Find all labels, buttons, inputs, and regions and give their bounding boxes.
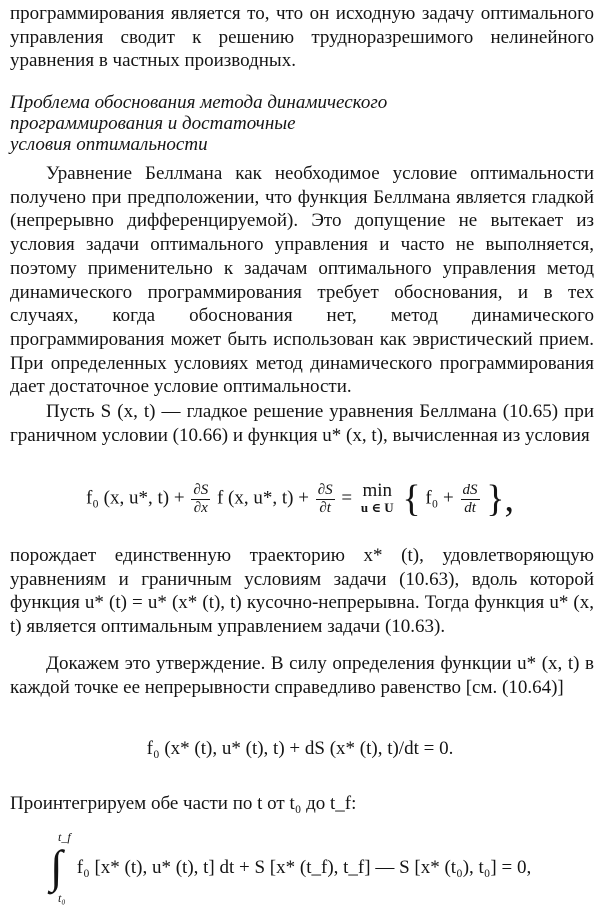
equation-optimality-condition [0, 477, 600, 521]
eq1-min-operator: min u ∈ U [360, 480, 394, 515]
integrate-paragraph: Проинтегрируем обе части по t от t₀ до t_f: [10, 793, 357, 814]
eq1-equals: = [341, 487, 357, 509]
eq1-f0: f₀ + [425, 487, 459, 509]
bellman-paragraph: Уравнение Беллмана как необходимое условие оптимальности получено при предположении, что функция Беллмана является гладкой (непрерывно дифференцируемой). Это допущение не вытекает из условия задачи оптимального управления и часто не выполняется, поэтому применительно к задачам оптимального управления метод динамического программирования требует обоснования, и в тех случаях, когда обоснования нет, метод динамического программирования может быть использован как эвристический прием. При определенных условиях метод динамического программирования дает достаточное условие оптимальности. [10, 163, 594, 398]
heading-line-1: Проблема обоснования метода динамического [10, 92, 388, 113]
eq1-lhs: f₀ (x, u*, t) + [85, 487, 190, 509]
prove-paragraph: Докажем это утверждение. В силу определения функции u* (x, t) в каждой точке ее непрерывности справедливо равенство [см. (10.64)] [10, 653, 594, 698]
equation-bellman-along-trajectory: f₀ (x* (t), u* (t), t) + dS (x* (t), t)/dt = 0. [146, 738, 454, 759]
eq1-partial-s-dx: $\frac{\partial S}{\partial x}$ [193, 481, 209, 516]
eq1-brace-close: }, [486, 478, 515, 520]
integral-body: f₀ [x* (t), u* (t), t] dt + S [x* (t_f), t_f] — S [x* (t₀), t₀] = 0, [76, 857, 532, 878]
integral-sign: t_f ∫ t₀ [50, 830, 71, 905]
eq1-partial-s-dt: $\frac{\partial S}{\partial t}$ [317, 481, 333, 516]
top-paragraph: программирования является то, что он исходную задачу оптимального управления сводит к решению трудноразрешимого нелинейного уравнения в частных производных. [10, 3, 594, 72]
heading-line-2: программирования и достаточные [10, 113, 296, 134]
heading-line-3: условия оптимальности [10, 134, 208, 155]
section-heading [10, 92, 570, 155]
eq1-brace-open: { [402, 478, 421, 520]
equation-integral [50, 830, 590, 905]
let-paragraph: Пусть S (x, t) — гладкое решение уравнения Беллмана (10.65) при граничном условии (10.66) и функция u* (x, t), вычисленная из условия [10, 401, 594, 446]
generates-paragraph: порождает единственную траекторию x* (t), удовлетворяющую уравнениям и граничным условиям задачи (10.63), вдоль которой функция u* (t) = u* (x* (t), t) кусочно-непрерывна. Тогда функция u* (x, t) является оптимальным управлением задачи (10.63). [10, 545, 594, 638]
eq1-mid: f (x, u*, t) + [216, 487, 314, 509]
eq1-ds-dt: $\frac{dS}{dt}$ [462, 481, 478, 516]
